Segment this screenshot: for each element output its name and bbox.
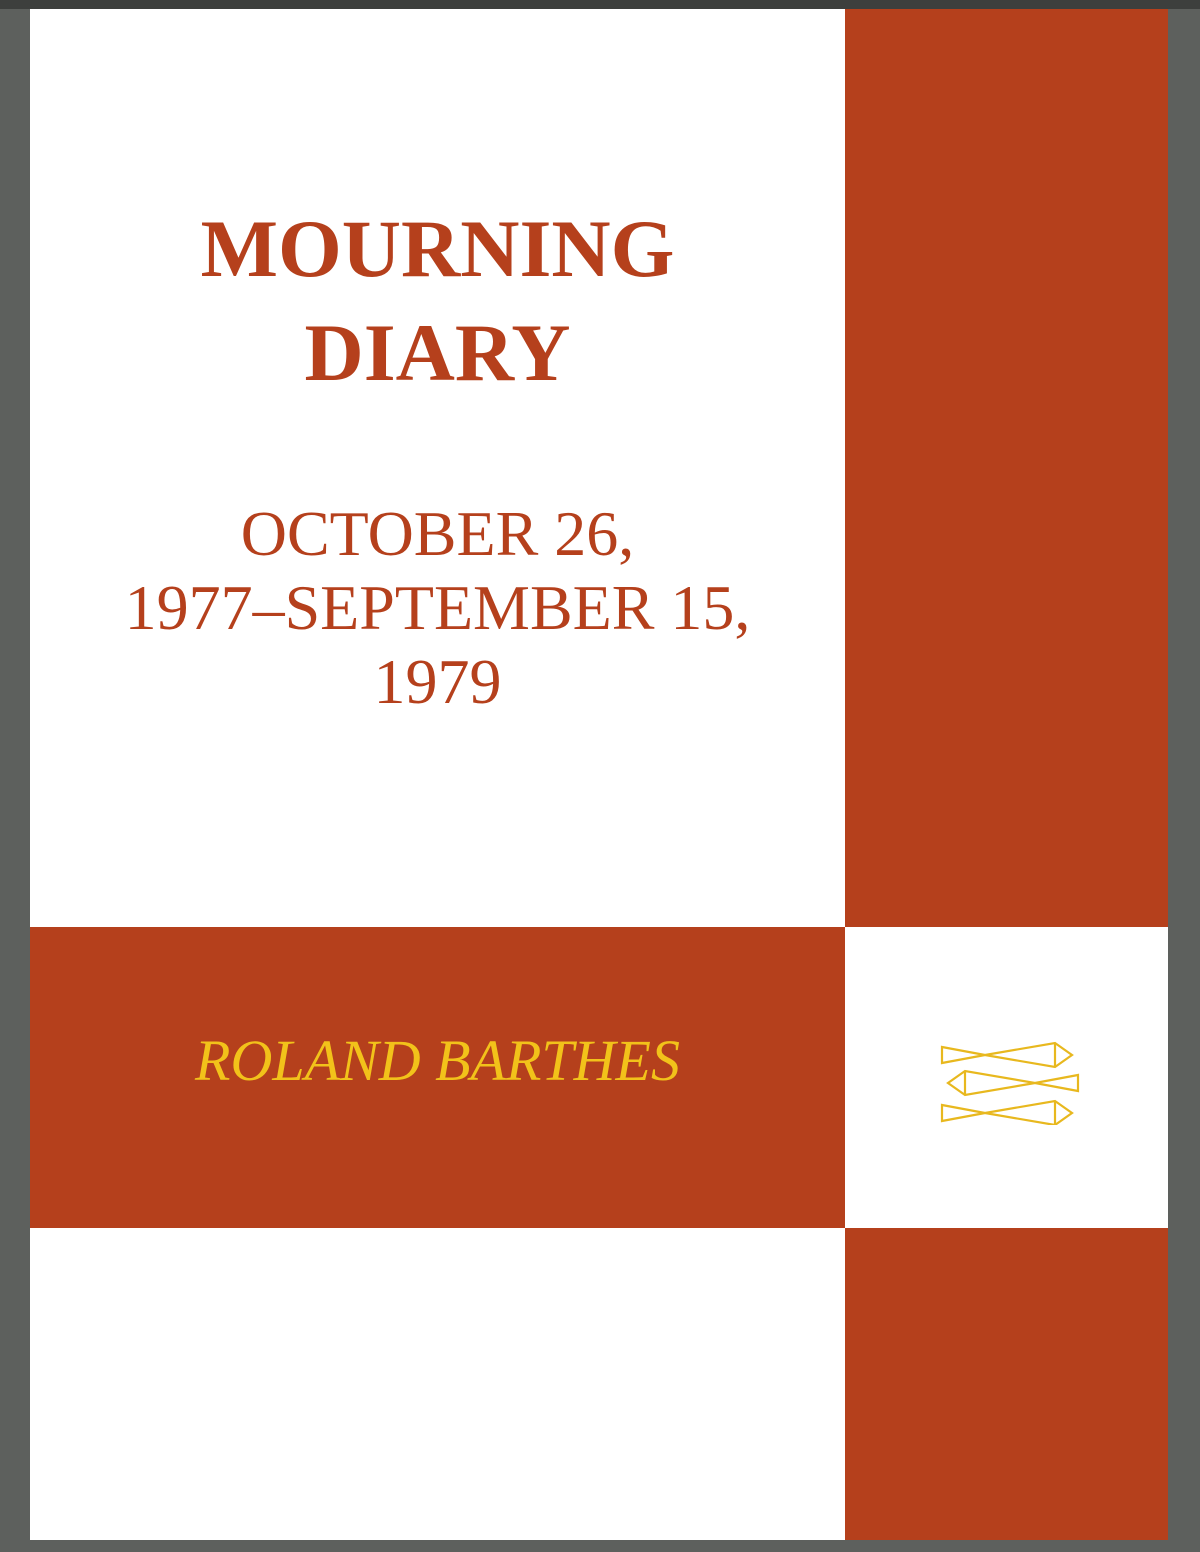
book-title [30,197,845,405]
book-subtitle [30,497,845,719]
three-fish-icon [940,1035,1080,1125]
title-line-1: MOURNING [200,203,675,294]
author-name: ROLAND BARTHES [195,1028,680,1093]
subtitle-line-2: 1977–SEPTEMBER 15, [124,572,751,643]
book-cover [30,9,1168,1540]
vertical-red-bar-bottom [845,1228,1168,1540]
subtitle-line-1: OCTOBER 26, [240,498,635,569]
subtitle-line-3: 1979 [373,646,502,717]
vertical-red-bar-top [845,9,1168,927]
title-line-2: DIARY [304,307,571,398]
viewer-top-bar [0,0,1200,9]
